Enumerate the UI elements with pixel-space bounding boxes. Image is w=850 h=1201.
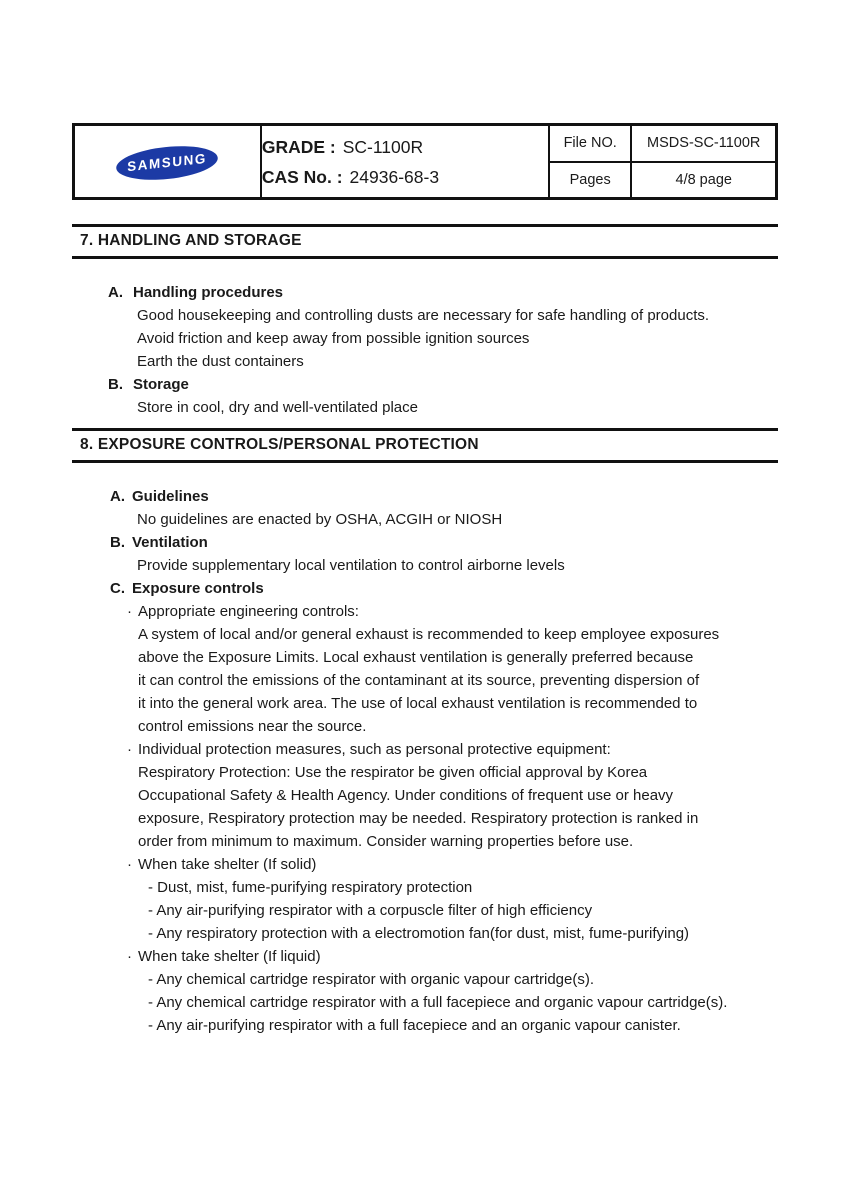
grade-line: [262, 132, 548, 162]
item-letter: B.: [110, 534, 125, 551]
doc-line: [72, 738, 778, 761]
grade-cas-cell: [261, 125, 549, 199]
doc-line: [72, 373, 778, 396]
bullet-text: When take shelter (If solid): [138, 856, 317, 873]
doc-line: it can control the emissions of the contaminant at its source, preventing dispersion of: [138, 672, 700, 689]
doc-line: Respiratory Protection: Use the respirator be given official approval by Korea: [138, 764, 648, 781]
cas-label: CAS No. :: [261, 166, 343, 187]
doc-line: Good housekeeping and controlling dusts are necessary for safe handling of products.: [137, 307, 710, 324]
section-items: [72, 463, 778, 1037]
section-title: 7. HANDLING AND STORAGE: [72, 224, 778, 259]
doc-line: [72, 853, 778, 876]
samsung-logo: [115, 141, 220, 183]
item-label-text: Handling procedures: [133, 284, 284, 301]
bullet-text: Appropriate engineering controls:: [138, 603, 359, 620]
file-no-value: MSDS-SC-1100R: [631, 125, 776, 162]
document-section: [72, 224, 778, 419]
doc-line: Earth the dust containers: [137, 353, 304, 370]
doc-line: [72, 281, 778, 304]
doc-line: - Dust, mist, fume-purifying respiratory protection: [148, 879, 473, 896]
section-title: 8. EXPOSURE CONTROLS/PERSONAL PROTECTION: [72, 428, 778, 463]
item-label-text: Ventilation: [132, 534, 208, 551]
doc-line: it into the general work area. The use of local exhaust ventilation is recommended to: [138, 695, 698, 712]
sections: [72, 224, 778, 1037]
item-letter: A.: [110, 488, 125, 505]
header-table: [72, 123, 778, 200]
doc-line: [72, 485, 778, 508]
doc-line: No guidelines are enacted by OSHA, ACGIH or NIOSH: [137, 511, 503, 528]
item-label-text: Exposure controls: [132, 580, 264, 597]
doc-line: above the Exposure Limits. Local exhaust ventilation is generally preferred because: [138, 649, 694, 666]
doc-line: A system of local and/or general exhaust is recommended to keep employee exposures: [138, 626, 720, 643]
pages-label: Pages: [549, 162, 632, 199]
doc-line: exposure, Respiratory protection may be needed. Respiratory protection is ranked in: [138, 810, 699, 827]
bullet-dot-icon: ·: [127, 948, 132, 965]
file-no-label: File NO.: [549, 125, 632, 162]
doc-line: Store in cool, dry and well-ventilated place: [137, 399, 418, 416]
logo-cell: [74, 125, 261, 199]
doc-line: [72, 600, 778, 623]
doc-line: - Any chemical cartridge respirator with a full facepiece and organic vapour cartridge(s).: [148, 994, 728, 1011]
grade-value: SC-1100R: [342, 136, 424, 157]
doc-line: control emissions near the source.: [138, 718, 367, 735]
doc-line: [72, 577, 778, 600]
bullet-dot-icon: ·: [127, 603, 132, 620]
grade-label: GRADE :: [261, 136, 336, 157]
bullet-dot-icon: ·: [127, 856, 132, 873]
doc-line: Avoid friction and keep away from possible ignition sources: [137, 330, 530, 347]
item-letter: C.: [110, 580, 125, 597]
cas-value: 24936-68-3: [349, 166, 440, 187]
doc-line: order from minimum to maximum. Consider warning properties before use.: [138, 833, 634, 850]
bullet-text: When take shelter (If liquid): [138, 948, 321, 965]
doc-line: - Any air-purifying respirator with a corpuscle filter of high efficiency: [148, 902, 593, 919]
pages-value: 4/8 page: [631, 162, 776, 199]
doc-line: Occupational Safety & Health Agency. Under conditions of frequent use or heavy: [138, 787, 674, 804]
item-letter: B.: [108, 376, 123, 393]
item-label-text: Storage: [133, 376, 189, 393]
samsung-logo-text: SAMSUNG: [127, 150, 208, 174]
item-letter: A.: [108, 284, 123, 301]
doc-line: - Any chemical cartridge respirator with organic vapour cartridge(s).: [148, 971, 595, 988]
item-label-text: Guidelines: [132, 488, 209, 505]
doc-line: [72, 945, 778, 968]
doc-line: [72, 531, 778, 554]
cas-line: [262, 162, 548, 192]
section-items: [72, 259, 778, 419]
doc-line: Provide supplementary local ventilation to control airborne levels: [137, 557, 565, 574]
doc-line: - Any air-purifying respirator with a full facepiece and an organic vapour canister.: [148, 1017, 681, 1034]
bullet-dot-icon: ·: [127, 741, 132, 758]
bullet-text: Individual protection measures, such as personal protective equipment:: [138, 741, 611, 758]
document-section: [72, 428, 778, 1037]
doc-line: - Any respiratory protection with a electromotion fan(for dust, mist, fume-purifying): [148, 925, 690, 942]
